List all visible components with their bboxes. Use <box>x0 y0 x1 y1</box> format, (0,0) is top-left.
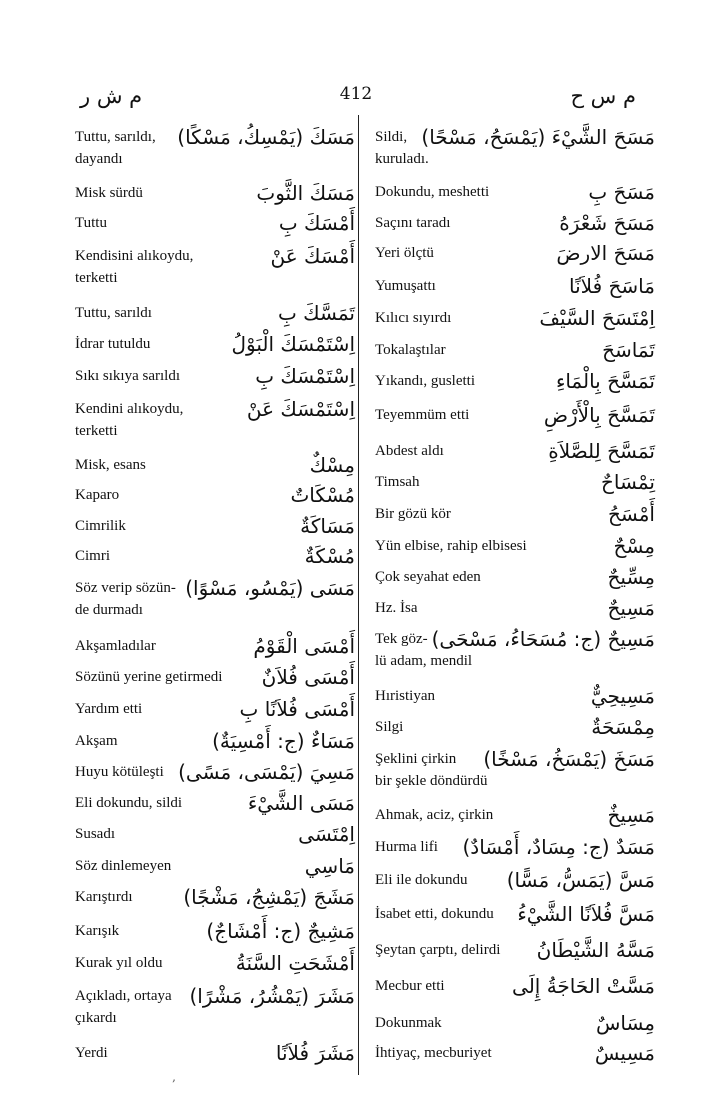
entry-arabic-headword: تَمَسَّحَ بِالْمَاءِ <box>555 369 655 393</box>
entry-arabic-headword: أَمْسَى فُلاَنًا بِ <box>239 697 355 721</box>
entry-translation: Huyu kötüleşti <box>75 764 164 780</box>
entry-arabic-headword: مَاسَحَ فُلاَنًا <box>569 274 655 298</box>
entry-arabic-headword: اِسْتَمْسَكَ الْبَوْلُ <box>231 332 355 356</box>
left-column <box>75 0 355 1100</box>
entry-translation: Kendisini alıkoydu, <box>75 248 194 264</box>
entry-arabic-headword: مَسَّهُ الشَّيْطَانُ <box>536 938 655 962</box>
entry-translation: Sözünü yerine getirmedi <box>75 669 223 685</box>
entry-translation: İsabet etti, dokundu <box>375 906 494 922</box>
entry-translation-continued: kuruladı. <box>375 151 429 167</box>
entry-translation: Akşam <box>75 733 118 749</box>
entry-translation: İhtiyaç, mecburiyet <box>375 1045 492 1061</box>
entry-translation: Hıristiyan <box>375 688 435 704</box>
entry-translation: Tuttu, sarıldı <box>75 305 152 321</box>
entry-arabic-headword: مُسْكَةٌ <box>304 544 355 568</box>
entry-arabic-headword: مَشَرَ (يَمْشُرُ، مَشْرًا) <box>189 984 355 1008</box>
entry-translation: Tuttu <box>75 215 107 231</box>
entry-arabic-headword: اِسْتَمْسَكَ بِ <box>255 364 355 388</box>
entry-arabic-headword: مَسَكَ الثَّوبَ <box>256 181 355 205</box>
entry-translation: Eli ile dokundu <box>375 872 468 888</box>
entry-arabic-headword: مَسَحَ بِ <box>588 180 655 204</box>
entry-arabic-headword: مَسَكَ (يَمْسِكُ، مَسْكًا) <box>177 125 355 149</box>
header-right-letters: م س ح <box>570 84 636 108</box>
entry-translation: Karıştırdı <box>75 889 133 905</box>
entry-translation: Akşamladılar <box>75 638 156 654</box>
entry-translation: Yerdi <box>75 1045 108 1061</box>
column-divider <box>358 115 359 1075</box>
entry-translation-continued: çıkardı <box>75 1010 117 1026</box>
entry-translation: Susadı <box>75 826 116 842</box>
entry-translation: Kılıcı sıyırdı <box>375 310 452 326</box>
entry-arabic-headword: تَمَسَّحَ بِالْأَرْضِ <box>543 403 655 427</box>
entry-arabic-headword: أَمْسَكَ عَنْ <box>270 244 355 268</box>
entry-arabic-headword: مَسَى الشَّيْءَ <box>247 791 355 815</box>
entry-translation: Cimri <box>75 548 111 564</box>
entry-arabic-headword: مَسَحَ الشَّيْءَ (يَمْسَحُ، مَسْحًا) <box>421 125 655 149</box>
entry-translation-continued: de durmadı <box>75 602 143 618</box>
entry-translation: Dokundu, meshetti <box>375 184 490 200</box>
right-column <box>375 0 655 1100</box>
entry-arabic-headword: مَسِيَ (يَمْسَى، مَسًى) <box>178 760 355 784</box>
entry-arabic-headword: مَسِيحِيٌّ <box>590 684 655 708</box>
entry-translation: Cimrilik <box>75 518 126 534</box>
entry-translation: Kurak yıl oldu <box>75 955 163 971</box>
entry-translation-continued: lü adam, mendil <box>375 653 473 669</box>
entry-arabic-headword: مَسَحَ شَعْرَهُ <box>559 211 655 235</box>
entry-translation: Misk sürdü <box>75 185 143 201</box>
entry-arabic-headword: مَسَى (يَمْسُو، مَسْوًا) <box>185 576 355 600</box>
entry-translation: Söz verip sözün- <box>75 580 176 596</box>
entry-arabic-headword: تَمَاسَحَ <box>602 338 655 362</box>
entry-arabic-headword: مَسِيسٌ <box>594 1041 655 1065</box>
entry-translation: Söz dinlemeyen <box>75 858 172 874</box>
entry-arabic-headword: مَشِيجٌ (ج: أَمْشَاجٌ) <box>206 919 355 943</box>
entry-translation: Saçını taradı <box>375 215 451 231</box>
entry-translation: Dokunmak <box>375 1015 442 1031</box>
entry-translation: Mecbur etti <box>375 978 445 994</box>
entry-translation: Yardım etti <box>75 701 143 717</box>
page-number: 412 <box>339 84 373 104</box>
entry-arabic-headword: مَسَاءٌ (ج: أَمْسِيَةٌ) <box>212 729 355 753</box>
entry-translation: Bir gözü kör <box>375 506 451 522</box>
entry-translation: İdrar tutuldu <box>75 336 151 352</box>
entry-translation: Misk, esans <box>75 457 146 473</box>
entry-arabic-headword: أَمْسَحُ <box>607 502 655 526</box>
entry-translation: Yeri ölçtü <box>375 245 434 261</box>
entry-arabic-headword: تِمْسَاحٌ <box>601 470 655 494</box>
entry-arabic-headword: مَسَّ (يَمَسُّ، مَسًّا) <box>506 868 655 892</box>
entry-translation: Çok seyahat eden <box>375 569 481 585</box>
entry-arabic-headword: مَسَّ فُلاَنًا الشَّيْءُ <box>517 902 655 926</box>
entry-arabic-headword: مَسِيحٌ (ج: مُسَحَاءُ، مَسْحَى) <box>431 627 655 651</box>
entry-translation: Yün elbise, rahip elbisesi <box>375 538 527 554</box>
entry-arabic-headword: اِمْتَسَى <box>298 822 355 846</box>
entry-arabic-headword: مَسَخَ (يَمْسَخُ، مَسْخًا) <box>483 747 655 771</box>
entry-arabic-headword: مَسَّتْ الحَاجَةُ إِلَى <box>512 974 655 998</box>
entry-translation: Şeklini çirkin <box>375 751 457 767</box>
entry-translation: Tek göz- <box>375 631 428 647</box>
entry-arabic-headword: مَشَرَ فُلاَنًا <box>275 1041 355 1065</box>
footer-mark: ‚ <box>172 1070 176 1084</box>
entry-arabic-headword: اِمْتَسَحَ السَّيْفَ <box>539 306 655 330</box>
entry-arabic-headword: أَمْسَكَ بِ <box>278 211 355 235</box>
entry-translation: Yıkandı, gusletti <box>375 373 475 389</box>
entry-translation-continued: terketti <box>75 270 118 286</box>
entry-translation: Ahmak, aciz, çirkin <box>375 807 494 823</box>
entry-translation: Tuttu, sarıldı, <box>75 129 156 145</box>
entry-arabic-headword: مُسْكَاتٌ <box>290 483 355 507</box>
entry-arabic-headword: مَشَجَ (يَمْشِجُ، مَشْجًا) <box>183 885 355 909</box>
entry-translation: Teyemmüm etti <box>375 407 470 423</box>
header-left-letters: م ش ر <box>80 84 143 108</box>
entry-translation: Hz. İsa <box>375 600 418 616</box>
entry-arabic-headword: أَمْسَى الْقَوْمُ <box>253 634 355 658</box>
entry-arabic-headword: أَمْشَحَتِ السَّنَةُ <box>235 951 355 975</box>
entry-translation: Hurma lifi <box>375 839 438 855</box>
entry-translation: Sıkı sıkıya sarıldı <box>75 368 180 384</box>
entry-translation: Açıkladı, ortaya <box>75 988 172 1004</box>
entry-translation: Yumuşattı <box>375 278 436 294</box>
entry-arabic-headword: مَسَحَ الارضَ <box>556 241 655 265</box>
entry-arabic-headword: مَسِيحٌ <box>607 596 655 620</box>
entry-translation: Kaparo <box>75 487 120 503</box>
entry-translation: Timsah <box>375 474 420 490</box>
entry-arabic-headword: مَاسِي <box>304 854 355 878</box>
entry-translation: Tokalaştılar <box>375 342 446 358</box>
entry-translation: Şeytan çarptı, delirdi <box>375 942 501 958</box>
entry-arabic-headword: مَسِيخٌ <box>607 803 655 827</box>
entry-translation: Eli dokundu, sildi <box>75 795 183 811</box>
entry-arabic-headword: مِسْكٌ <box>309 453 355 477</box>
entry-translation-continued: terketti <box>75 423 118 439</box>
entry-arabic-headword: مَسَدٌ (ج: مِسَادٌ، أَمْسَادٌ) <box>462 835 655 859</box>
entry-arabic-headword: مَسَاكَةٌ <box>300 514 355 538</box>
entry-translation: Karışık <box>75 923 120 939</box>
entry-translation-continued: dayandı <box>75 151 123 167</box>
entry-translation: Sildi, <box>375 129 408 145</box>
entry-arabic-headword: مِمْسَحَةٌ <box>591 715 655 739</box>
entry-translation-continued: bir şekle döndürdü <box>375 773 488 789</box>
entry-arabic-headword: مِسْحٌ <box>613 534 655 558</box>
entry-arabic-headword: تَمَسَّكَ بِ <box>277 301 355 325</box>
entry-arabic-headword: مِسِّيحٌ <box>607 565 655 589</box>
entry-arabic-headword: أَمْسَى فُلاَنٌ <box>261 665 355 689</box>
entry-arabic-headword: اِسْتَمْسَكَ عَنْ <box>246 397 355 421</box>
entry-translation: Abdest aldı <box>375 443 444 459</box>
entry-translation: Silgi <box>375 719 404 735</box>
entry-arabic-headword: مِسَاسٌ <box>595 1011 655 1035</box>
entry-translation: Kendini alıkoydu, <box>75 401 184 417</box>
entry-arabic-headword: تَمَسَّحَ لِلصَّلاَةِ <box>548 439 655 463</box>
